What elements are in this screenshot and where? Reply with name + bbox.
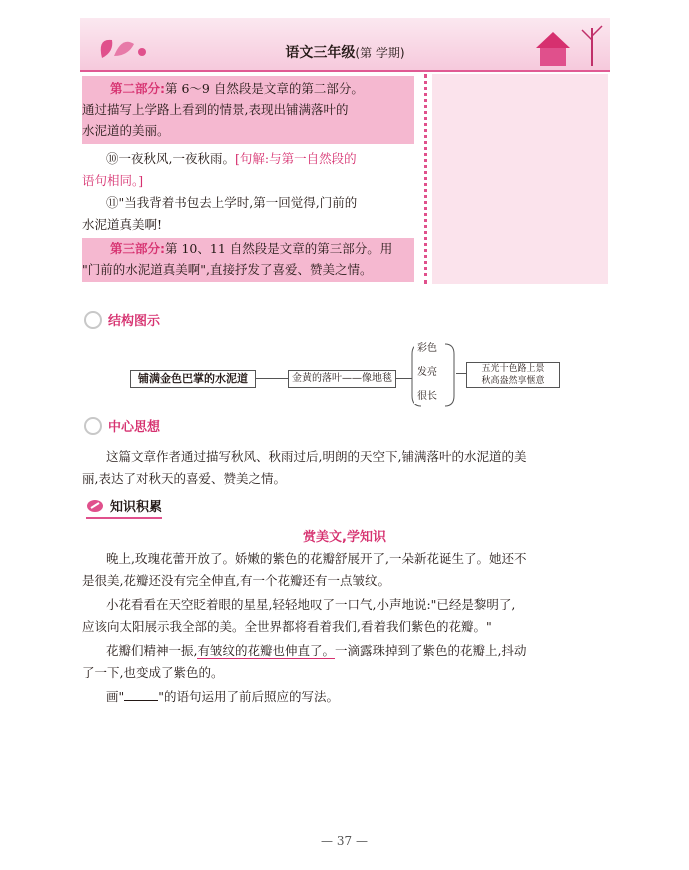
part3-line2: "门前的水泥道真美啊",直接抒发了喜爱、赞美之情。 [82,262,373,277]
part2-line3: 水泥道的美丽。 [82,123,170,138]
pen-icon [86,498,104,514]
diagram-result-box: 五光十色路上景 秋高盎然享惬意 [466,362,560,388]
knowledge-p2a: 小花看看在天空眨着眼的星星,轻轻地叹了一口气,小声地说:"已经是黎明了, [106,597,516,612]
structure-diagram [126,340,586,408]
page-title: 语文三年级(第 学期) [285,45,405,61]
answer-blank[interactable] [124,688,158,701]
knowledge-p1a: 晚上,玫瑰花蕾开放了。娇嫩的紫色的花瓣舒展开了,一朵新花诞生了。她还不 [106,551,527,566]
knowledge-p3a: 花瓣们精神一振,有皱纹的花瓣也伸直了。一滴露珠掉到了紫色的花瓣上,抖动 [106,643,527,658]
theme-heading: 中心思想 [84,416,160,435]
para11-line2: 水泥道真美啊! [82,217,163,232]
underlined-sentence: 有皱纹的花瓣也伸直了。 [197,643,335,658]
part2-line2: 通过描写上学路上看到的情景,表现出铺满落叶的 [82,102,349,117]
knowledge-p1b: 是很美,花瓣还没有完全伸直,有一个花瓣还有一点皱纹。 [82,573,390,588]
magnifier-icon [84,417,102,435]
diagram-main-box: 铺满金色巴掌的水泥道 [130,370,256,388]
knowledge-title: 赏美文,学知识 [303,530,386,545]
dotted-divider [424,74,427,284]
notes-panel [432,74,608,284]
para11-line1: ⑪"当我背着书包去上学时,第一回觉得,门前的 [106,195,358,210]
knowledge-p2b: 应该向太阳展示我全部的美。全世界都将看着我们,看着我们紫色的花瓣。" [82,619,492,634]
branch-box: 发亮 [414,366,440,380]
branch-box: 很长 [414,390,440,404]
branch-box: 彩色 [414,342,440,356]
para10-line2: 语句相同。] [82,173,144,188]
part3-line1: 第三部分:第 10、11 自然段是文章的第三部分。用 [110,241,393,256]
page-number: — 37 — [321,834,368,848]
magnifier-icon [84,311,102,329]
bracket-right-icon [444,342,456,408]
diagram-mid-box: 金黄的落叶——像地毯 [288,370,396,388]
theme-line2: 丽,表达了对秋天的喜爱、赞美之情。 [82,471,286,486]
para10-line1: ⑩一夜秋风,一夜秋雨。[句解:与第一自然段的 [106,151,357,166]
part2-box [82,76,414,144]
connector-line [456,373,466,374]
page-header [80,18,610,72]
knowledge-heading: 知识积累 [86,496,162,519]
part2-line1: 第二部分:第 6～9 自然段是文章的第二部分。 [110,81,364,96]
knowledge-p3b: 了一下,也变成了紫色的。 [82,665,224,680]
connector-line [256,378,288,379]
part3-box [82,238,414,282]
knowledge-question: 画" "的语句运用了前后照应的写法。 [106,689,340,704]
theme-line1: 这篇文章作者通过描写秋风、秋雨过后,明朗的天空下,铺满落叶的水泥道的美 [106,449,527,464]
structure-heading: 结构图示 [84,310,160,329]
